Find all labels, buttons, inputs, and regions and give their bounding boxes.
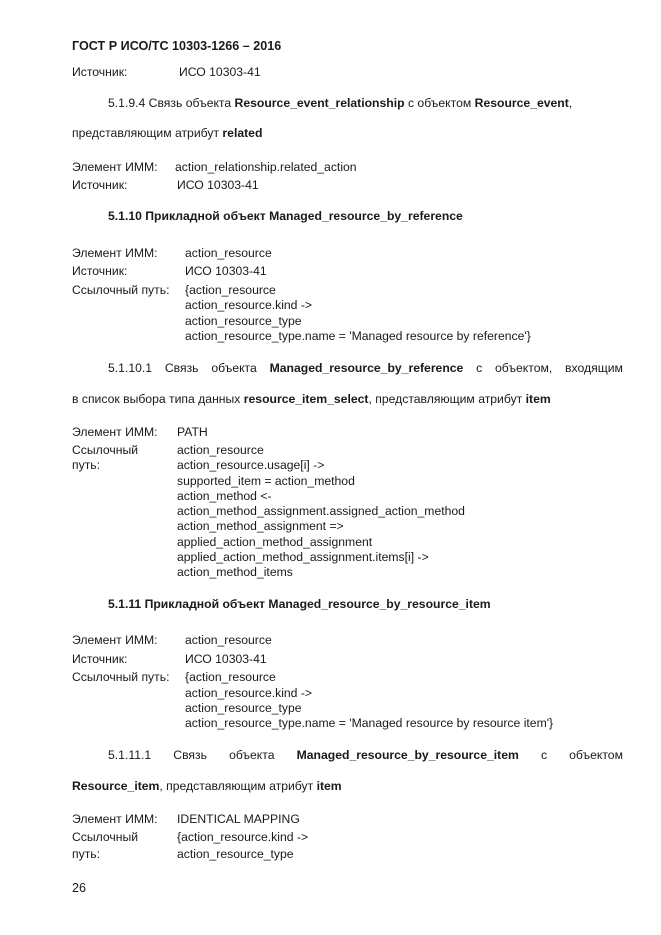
imm-value: action_resource — [185, 246, 272, 260]
reference-path-line: action_resource_type — [185, 701, 302, 715]
reference-path-line: action_resource_type — [185, 314, 302, 328]
clause-text: 5.1.9.4 Связь объекта — [108, 96, 235, 110]
document-header: ГОСТ Р ИСО/ТС 10303-1266 – 2016 — [72, 39, 282, 53]
imm-value: PATH — [177, 425, 208, 439]
entity-name: Managed_resource_by_resource_item — [296, 748, 519, 762]
source-value: ИСО 10303-41 — [185, 264, 267, 278]
reference-path-line: applied_action_method_assignment — [177, 535, 373, 549]
page-number: 26 — [72, 881, 87, 895]
reference-path-label: путь: — [72, 458, 101, 472]
entity-name: Resource_item — [72, 779, 160, 793]
clause-word: Связь — [164, 361, 199, 375]
attribute-name: item — [525, 392, 551, 406]
clause-5-1-9-4-line2 — [72, 126, 262, 141]
clause-word: Связь — [173, 748, 207, 762]
reference-path-line: {action_resource — [185, 670, 276, 684]
imm-label: Элемент ИММ: — [72, 246, 158, 260]
attribute-name: item — [316, 779, 342, 793]
clause-5-1-11-1-line2 — [72, 779, 342, 794]
clause-word: входящим — [565, 361, 623, 375]
reference-path-line: action_resource.usage[i] -> — [177, 458, 325, 472]
section-heading-5-1-10 — [108, 209, 463, 224]
source-label: Источник: — [72, 178, 128, 192]
heading-object: Managed_resource_by_resource_item — [268, 597, 491, 611]
clause-word: объекта — [229, 748, 275, 762]
clause-text: , — [568, 96, 573, 110]
source-label: Источник: — [72, 264, 128, 278]
reference-path-line: action_method_items — [177, 565, 293, 579]
select-type-name: resource_item_select — [243, 392, 369, 406]
clause-word: объектом — [569, 748, 623, 762]
reference-path-line: action_method_assignment => — [177, 519, 344, 533]
entity-name: Resource_event_relationship — [234, 96, 405, 110]
reference-path-label: Ссылочный путь: — [72, 283, 170, 297]
reference-path-line: action_method_assignment.assigned_action_method — [177, 504, 465, 518]
clause-5-1-10-1-line2 — [72, 392, 551, 407]
clause-number: 5.1.11.1 — [108, 748, 152, 762]
heading-object: Managed_resource_by_reference — [269, 209, 463, 223]
imm-label: Элемент ИММ: — [72, 425, 158, 439]
reference-path-line: action_resource.kind -> — [185, 686, 313, 700]
reference-path-label: Ссылочный — [72, 443, 139, 457]
heading-text: 5.1.10 Прикладной объект — [108, 209, 270, 223]
source-value: ИСО 10303-41 — [185, 652, 267, 666]
reference-path-line: action_resource.kind -> — [185, 298, 313, 312]
clause-text: , представляющим атрибут — [159, 779, 317, 793]
source-value: ИСО 10303-41 — [177, 178, 259, 192]
reference-path-line: {action_resource.kind -> — [177, 830, 309, 844]
imm-value: IDENTICAL MAPPING — [177, 812, 300, 826]
clause-word: с — [476, 361, 483, 375]
imm-value: action_resource — [185, 633, 272, 647]
reference-path-line: action_resource_type.name = 'Managed resource by resource item'} — [185, 716, 554, 730]
clause-5-1-10-1-line1 — [108, 361, 623, 376]
entity-name: Resource_event — [474, 96, 569, 110]
imm-label: Элемент ИММ: — [72, 633, 158, 647]
reference-path-line: action_resource_type.name = 'Managed resource by reference'} — [185, 329, 531, 343]
imm-label: Элемент ИММ: — [72, 160, 158, 174]
section-heading-5-1-11 — [108, 597, 491, 612]
reference-path-label: Ссылочный — [72, 830, 139, 844]
reference-path-line: applied_action_method_assignment.items[i] -> — [177, 550, 429, 564]
imm-value: action_relationship.related_action — [175, 160, 357, 174]
clause-word: объекта — [211, 361, 257, 375]
reference-path-line: action_resource_type — [177, 847, 294, 861]
clause-word: с — [540, 748, 548, 762]
imm-label: Элемент ИММ: — [72, 812, 158, 826]
clause-word: объектом, — [495, 361, 553, 375]
clause-text: представляющим атрибут — [72, 126, 223, 140]
reference-path-line: {action_resource — [185, 283, 276, 297]
reference-path-line: supported_item = action_method — [177, 474, 355, 488]
clause-number: 5.1.10.1 — [108, 361, 153, 375]
source-label: Источник: — [72, 652, 128, 666]
source-value: ИСО 10303-41 — [179, 65, 261, 79]
reference-path-line: action_resource — [177, 443, 264, 457]
source-label: Источник: — [72, 65, 128, 79]
clause-text: с объектом — [404, 96, 475, 110]
clause-5-1-9-4-line1 — [108, 96, 572, 111]
entity-name: Managed_resource_by_reference — [269, 361, 464, 375]
reference-path-label: путь: — [72, 847, 101, 861]
reference-path-line: action_method <- — [177, 489, 272, 503]
attribute-name: related — [222, 126, 263, 140]
reference-path-label: Ссылочный путь: — [72, 670, 170, 684]
clause-text: в список выбора типа данных — [72, 392, 244, 406]
heading-text: 5.1.11 Прикладной объект — [108, 597, 269, 611]
clause-5-1-11-1-line1 — [108, 748, 623, 763]
clause-text: , представляющим атрибут — [368, 392, 526, 406]
